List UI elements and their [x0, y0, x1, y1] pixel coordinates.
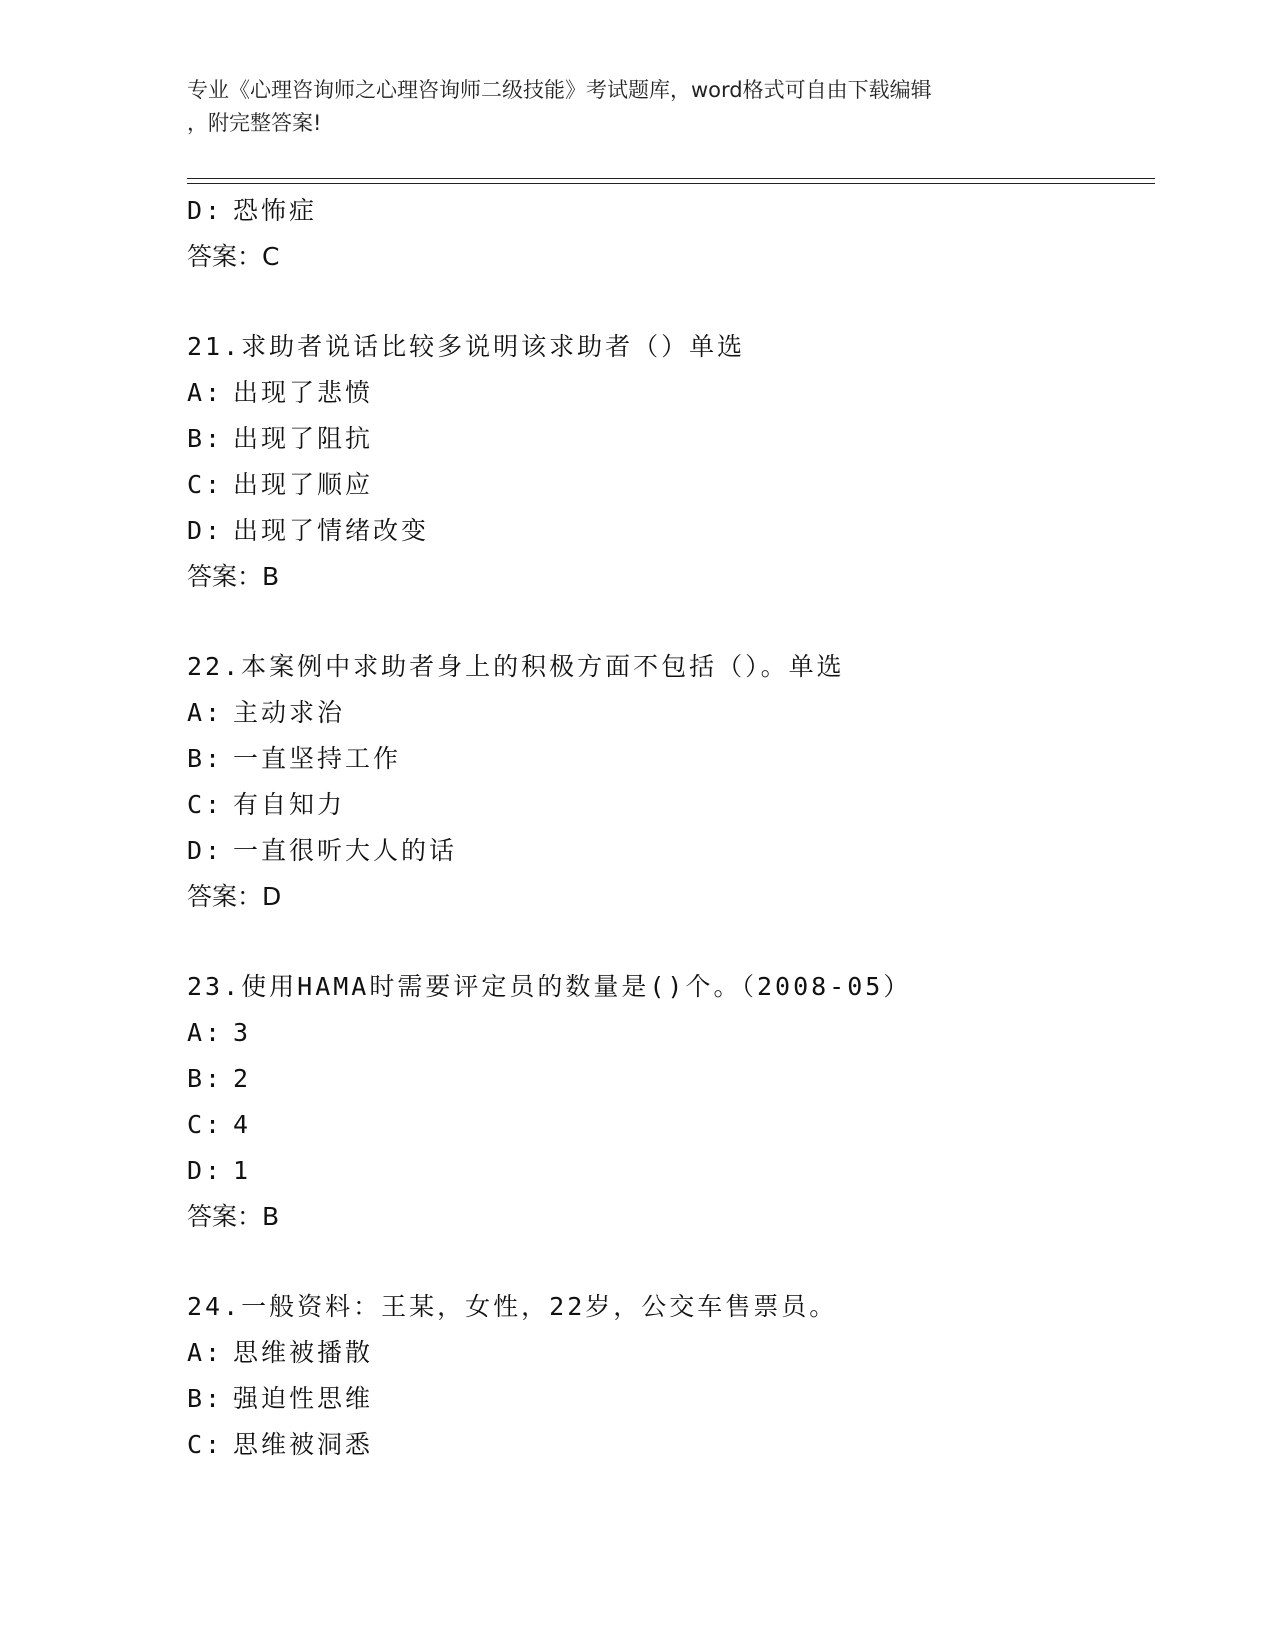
header-divider-top	[187, 178, 1155, 179]
option-c	[187, 1422, 1155, 1468]
option-b	[187, 1056, 1155, 1102]
question-stem: 23.使用HAMA时需要评定员的数量是()个。（2008-05）	[187, 972, 912, 1001]
option-c	[187, 782, 1155, 828]
option-text: 出现了阻抗	[233, 424, 374, 453]
option-letter: B:	[187, 744, 224, 773]
option-letter: D:	[187, 1156, 224, 1185]
option-text: 出现了悲愤	[233, 378, 374, 407]
option-letter: A:	[187, 378, 224, 407]
option-d	[187, 508, 1155, 554]
question-list	[187, 188, 1155, 1468]
option-letter: B:	[187, 1384, 224, 1413]
option-text: 4	[233, 1110, 252, 1139]
document-header	[187, 74, 1087, 140]
option-text: 强迫性思维	[233, 1384, 374, 1413]
option-c	[187, 1102, 1155, 1148]
option-letter: A:	[187, 1018, 224, 1047]
option-text: 2	[233, 1064, 252, 1093]
option-text: 3	[233, 1018, 252, 1047]
header-title-line2: ，附完整答案!	[187, 111, 322, 135]
option-letter: C:	[187, 470, 224, 499]
option-b	[187, 416, 1155, 462]
question-stem: 21.求助者说话比较多说明该求助者（）单选	[187, 332, 746, 361]
option-text: 1	[233, 1156, 252, 1185]
question-stem: 22.本案例中求助者身上的积极方面不包括（）。单选	[187, 652, 845, 681]
option-a	[187, 1330, 1155, 1376]
header-divider-bottom	[187, 183, 1155, 184]
option-b	[187, 1376, 1155, 1422]
prev-option-d	[187, 188, 1155, 234]
option-a	[187, 690, 1155, 736]
option-text: 有自知力	[233, 790, 346, 819]
option-letter: A:	[187, 698, 224, 727]
header-title-line1: 专业《心理咨询师之心理咨询师二级技能》考试题库，word格式可自由下载编辑	[187, 78, 932, 102]
option-letter: B:	[187, 1064, 224, 1093]
question-answer: 答案：B	[187, 1202, 280, 1231]
option-a	[187, 1010, 1155, 1056]
option-letter: D:	[187, 836, 224, 865]
option-letter: B:	[187, 424, 224, 453]
option-letter: D:	[187, 516, 224, 545]
question-answer: 答案：D	[187, 882, 282, 911]
option-text: 出现了顺应	[233, 470, 374, 499]
option-letter: D:	[187, 196, 224, 225]
prev-answer: 答案：C	[187, 242, 280, 271]
question-answer: 答案：B	[187, 562, 280, 591]
option-b	[187, 736, 1155, 782]
option-text: 主动求治	[233, 698, 346, 727]
option-text: 一直很听大人的话	[233, 836, 458, 865]
option-letter: C:	[187, 790, 224, 819]
option-text: 思维被播散	[233, 1338, 374, 1367]
option-d	[187, 828, 1155, 874]
option-text: 一直坚持工作	[233, 744, 402, 773]
question-stem: 24.一般资料：王某，女性，22岁，公交车售票员。	[187, 1292, 838, 1321]
option-letter: C:	[187, 1430, 224, 1459]
option-text: 恐怖症	[233, 196, 318, 225]
option-letter: A:	[187, 1338, 224, 1367]
option-text: 思维被洞悉	[233, 1430, 374, 1459]
option-letter: C:	[187, 1110, 224, 1139]
option-text: 出现了情绪改变	[233, 516, 430, 545]
option-c	[187, 462, 1155, 508]
option-a	[187, 370, 1155, 416]
option-d	[187, 1148, 1155, 1194]
